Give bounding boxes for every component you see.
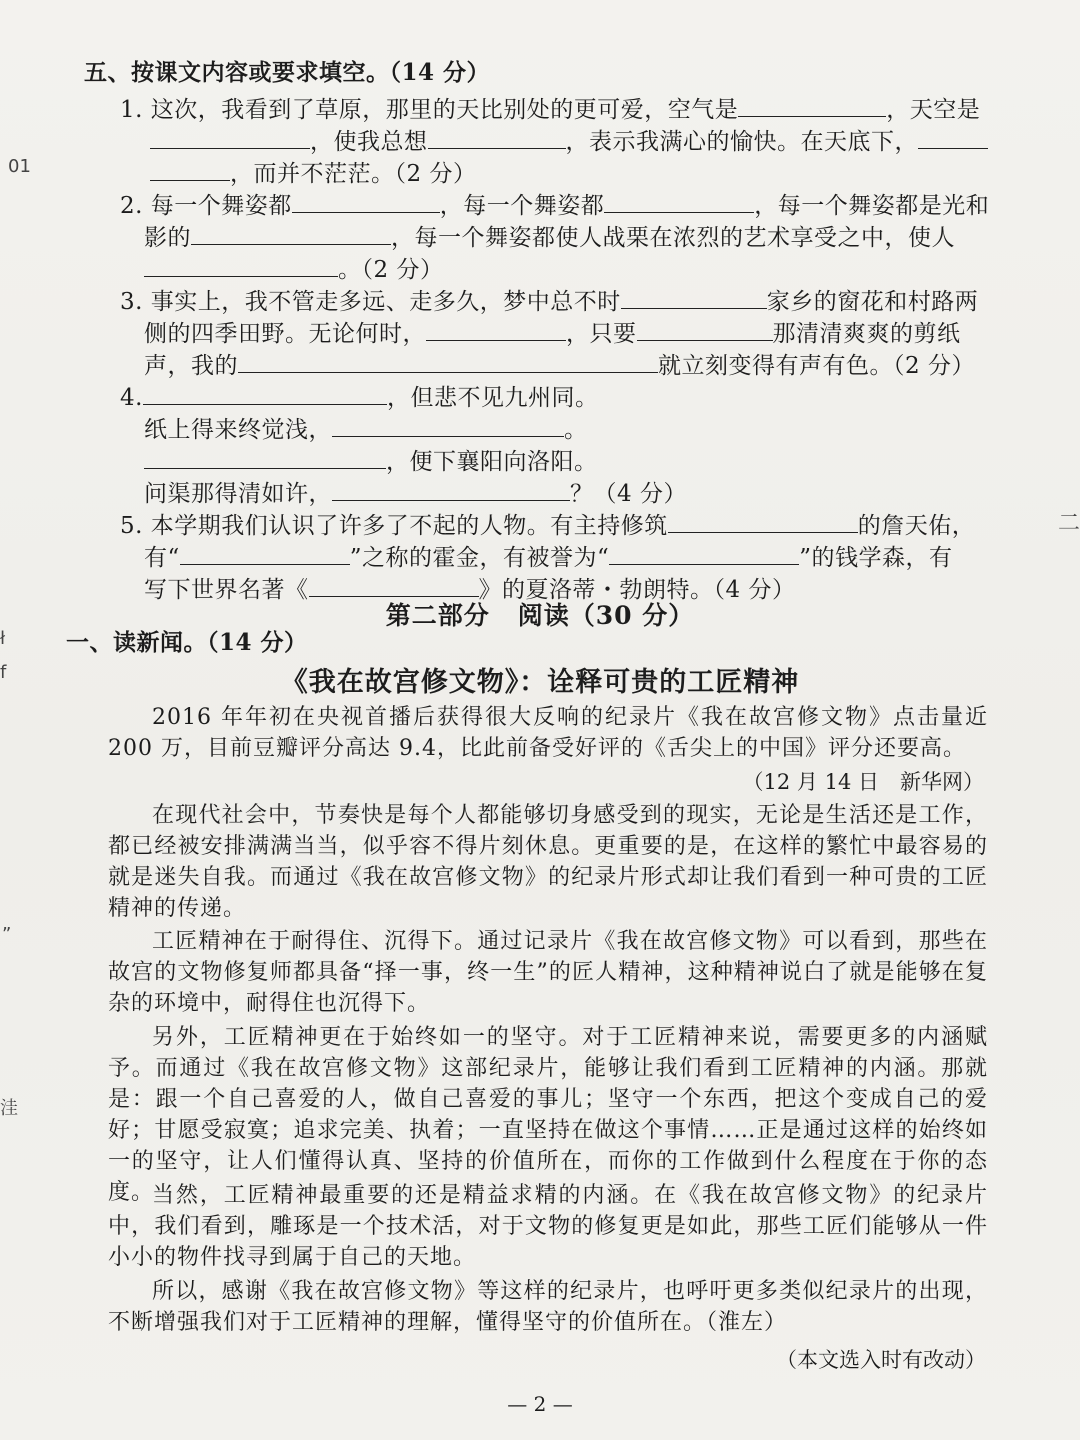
question-3-line-1 — [120, 286, 978, 317]
article-title: 《我在故宫修文物》：诠释可贵的工匠精神 — [280, 667, 800, 698]
part-title-left: 第二部分 — [385, 601, 490, 630]
q5-text: ”之称的霍金，有被誉为“ — [349, 545, 610, 571]
answer-blank[interactable] — [150, 126, 310, 149]
q4-text: ，便下襄阳向洛阳。 — [386, 449, 598, 475]
q5-text: ”的钱学森，有 — [799, 545, 953, 571]
margin-mark: f — [0, 662, 7, 683]
answer-blank[interactable] — [332, 414, 564, 437]
article-paragraph-2: 工匠精神在于耐得住、沉得下。通过记录片《我在故宫修文物》可以看到，那些在故宫的文物修复师都具备“择一事，终一生”的匠人精神，这种精神说白了就是能够在复杂的环境中，耐得住也沉得下。 — [108, 929, 988, 1016]
q1-text: ，表示我满心的愉快。在天底下， — [565, 129, 918, 155]
q3-text: 就立刻变得有声有色。（2 分） — [658, 353, 975, 379]
answer-blank[interactable] — [191, 222, 391, 245]
question-4-line-3 — [144, 446, 598, 477]
question-1-line-2 — [150, 126, 988, 157]
answer-blank[interactable] — [621, 286, 767, 309]
question-2-line-2 — [144, 222, 955, 253]
answer-blank[interactable] — [918, 126, 988, 149]
answer-blank[interactable] — [150, 158, 230, 181]
q3-text: 家乡的窗花和村路两 — [766, 289, 979, 315]
margin-char: 洼 — [0, 1098, 18, 1119]
q4-text: 。 — [564, 417, 588, 443]
margin-number: 01 — [8, 156, 31, 177]
answer-blank[interactable] — [668, 510, 858, 533]
q2-text: 。（2 分） — [338, 257, 444, 283]
reading-heading: 一、读新闻。（14 分） — [66, 629, 308, 656]
q3-text: ，只要 — [566, 321, 637, 347]
question-3-line-3 — [144, 350, 975, 381]
answer-blank[interactable] — [426, 318, 566, 341]
article-paragraph-5: 所以，感谢《我在故宫修文物》等这样的纪录片，也呼吁更多类似纪录片的出现，不断增强我们对于工匠精神的理解，懂得坚守的价值所在。（淮左） — [108, 1279, 988, 1335]
article-paragraph-4: 当然，工匠精神最重要的还是精益求精的内涵。在《我在故宫修文物》的纪录片中，我们看到，雕琢是一个技术活，对于文物的修复更是如此，那些工匠们能够从一件小小的物件找寻到属于自己的天地。 — [108, 1183, 988, 1270]
q5-text: 5. 本学期我们认识了许多了不起的人物。有主持修筑 — [120, 513, 668, 539]
answer-blank[interactable] — [609, 542, 799, 565]
answer-blank[interactable] — [428, 126, 566, 149]
answer-blank[interactable] — [604, 190, 754, 213]
q1-text: ，使我总想 — [310, 129, 428, 155]
article-source: （12 月 14 日 新华网） — [742, 770, 984, 794]
q2-text: 影的 — [144, 225, 191, 251]
question-5-line-2 — [144, 542, 953, 573]
article-note: （本文选入时有改动） — [776, 1348, 986, 1372]
q4-text: 纸上得来终觉浅， — [144, 417, 332, 443]
answer-blank[interactable] — [292, 190, 440, 213]
question-4-line-1 — [120, 382, 598, 413]
q5-text: 》的夏洛蒂・勃朗特。（4 分） — [478, 577, 796, 603]
part-title — [0, 596, 1080, 632]
question-4-line-4 — [144, 478, 687, 509]
article-lead: 2016 年年初在央视首播后获得很大反响的纪录片《我在故宫修文物》点击量近 200 万，目前豆瓣评分高达 9.4，比此前备受好评的《舌尖上的中国》评分还要高。 — [108, 705, 988, 761]
question-1-line-3 — [150, 158, 476, 189]
q1-text: ，天空是 — [886, 97, 981, 123]
q2-text: 2. 每一个舞姿都 — [120, 193, 292, 219]
margin-quote: ” — [2, 924, 12, 945]
question-2-line-1 — [120, 190, 989, 221]
answer-blank[interactable] — [238, 350, 658, 373]
q1-text: ，而并不茫茫。（2 分） — [230, 161, 477, 187]
q2-text: ，每一个舞姿都是光和 — [754, 193, 990, 219]
answer-blank[interactable] — [309, 574, 479, 597]
page-number: — 2 — — [507, 1392, 573, 1416]
q4-text: ？（4 分） — [570, 481, 687, 507]
question-5-line-1 — [120, 510, 975, 541]
question-3-line-2 — [144, 318, 961, 349]
section-heading: 五、按课文内容或要求填空。（14 分） — [84, 59, 491, 86]
question-4-line-2 — [144, 414, 588, 445]
answer-blank[interactable] — [144, 446, 386, 469]
answer-blank[interactable] — [144, 254, 338, 277]
q5-text: 写下世界名著《 — [144, 577, 309, 603]
q5-text: 的詹天佑， — [857, 513, 976, 539]
article-paragraph-1: 在现代社会中，节奏快是每个人都能够切身感受到的现实，无论是生活还是工作，都已经被安排满满当当，似乎容不得片刻休息。更重要的是，在这样的繁忙中最容易的就是迷失自我。而通过《我在故宫修文物》的纪录片形式却让我们看到一种可贵的工匠精神的传递。 — [108, 803, 988, 921]
q3-text: 那清清爽爽的剪纸 — [772, 321, 961, 347]
margin-mark: ł — [0, 628, 6, 649]
q3-text: 声，我的 — [144, 353, 238, 379]
q3-text: 侧的四季田野。无论何时， — [144, 321, 426, 347]
article-paragraph-3: 另外，工匠精神更在于始终如一的坚守。对于工匠精神来说，需要更多的内涵赋予。而通过《我在故宫修文物》这部纪录片，能够让我们看到工匠精神的内涵。那就是：跟一个自己喜爱的人，做自己喜爱的事儿；坚守一个东西，把这个变成自己的爱好；甘愿受寂寞；追求完美、执着；一直坚持在做这个事情……正是通过这样的始终如一的坚守，让人们懂得认真、坚持的价值所在，而你的工作做到什么程度在于你的态度。 — [108, 1025, 988, 1205]
q2-text: ，每一个舞姿都 — [439, 193, 605, 219]
part-title-right: 阅读（30 分） — [517, 601, 695, 630]
q3-text: 3. 事实上，我不管走多远、走多久，梦中总不时 — [120, 289, 621, 315]
q4-text: 4. — [120, 385, 143, 411]
q4-text: 问渠那得清如许， — [144, 481, 332, 507]
answer-blank[interactable] — [143, 382, 387, 405]
answer-blank[interactable] — [637, 318, 773, 341]
q2-text: ，每一个舞姿都使人战栗在浓烈的艺术享受之中，使人 — [391, 225, 955, 251]
q5-text: 有“ — [144, 545, 180, 571]
margin-char-right: 二 — [1058, 511, 1080, 536]
question-1-line-1 — [120, 94, 980, 125]
answer-blank[interactable] — [180, 542, 350, 565]
answer-blank[interactable] — [738, 94, 886, 117]
q1-text: 1. 这次，我看到了草原，那里的天比别处的更可爱，空气是 — [120, 97, 739, 123]
q4-text: ，但悲不见九州同。 — [386, 385, 599, 411]
question-2-line-3 — [144, 254, 443, 285]
answer-blank[interactable] — [332, 478, 570, 501]
